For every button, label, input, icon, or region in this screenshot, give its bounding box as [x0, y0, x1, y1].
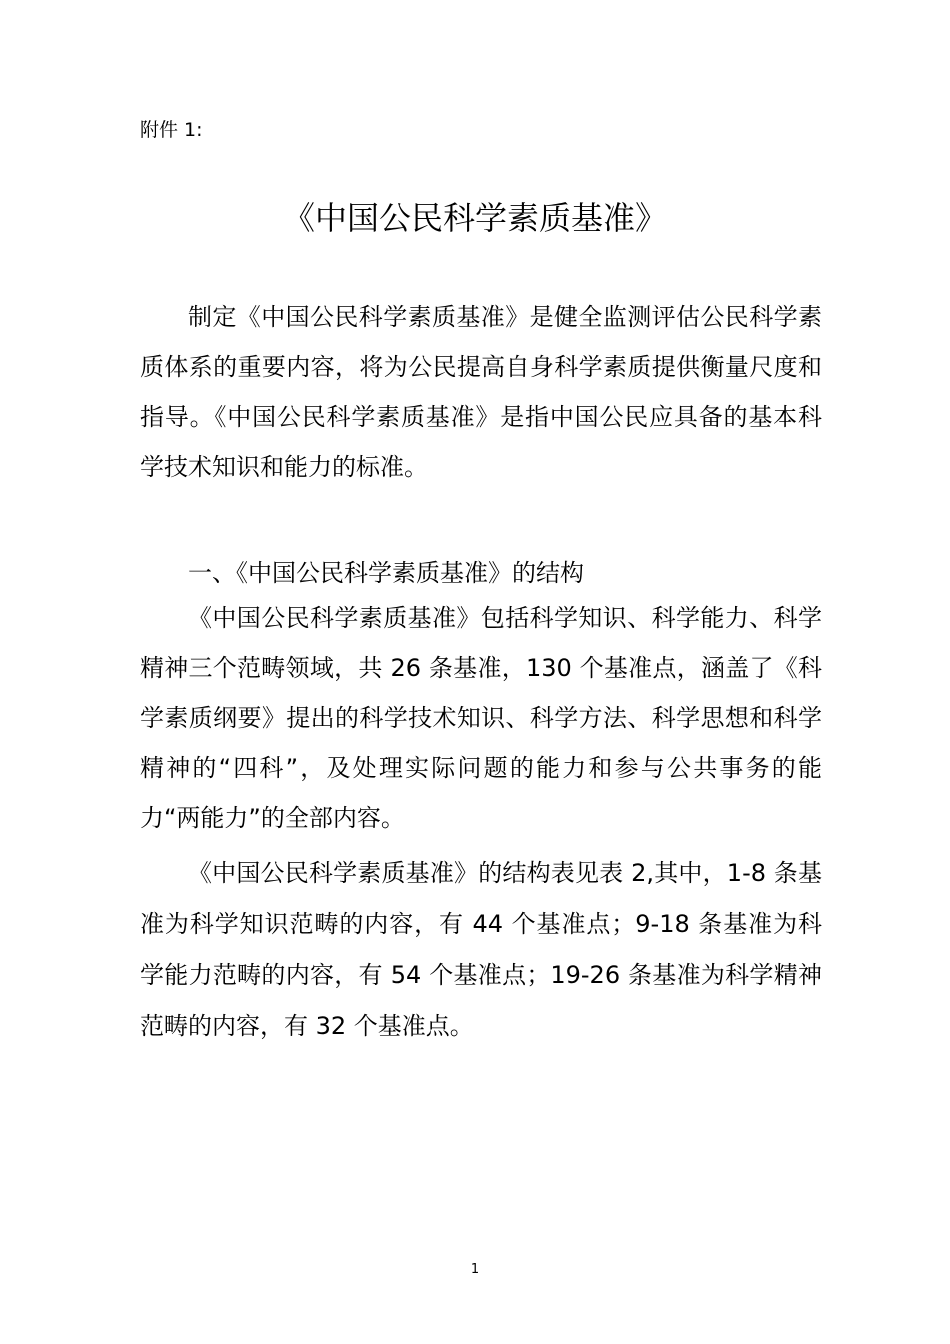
intro-paragraph: 制定《中国公民科学素质基准》是健全监测评估公民科学素质体系的重要内容，将为公民提高自身科学素质提供衡量尺度和指导。《中国公民科学素质基准》是指中国公民应具备的基本科学技术知识和能力的标准。	[140, 303, 822, 481]
document-title: 《中国公民科学素质基准》	[282, 199, 667, 237]
page-number: 1	[470, 1262, 480, 1277]
structure-table-paragraph: 《中国公民科学素质基准》的结构表见表 2,其中，1-8 条基准为科学知识范畴的内容，有 44 个基准点；9-18 条基准为科学能力范畴的内容，有 54 个基准点；19-26 条基准为科学精神范畴的内容，有 32 个基准点。	[140, 859, 822, 1040]
section-heading-structure: 一、《中国公民科学素质基准》的结构	[188, 559, 584, 587]
attachment-label: 附件 1:	[140, 119, 203, 141]
structure-paragraph: 《中国公民科学素质基准》包括科学知识、科学能力、科学精神三个范畴领域，共 26 条基准，130 个基准点，涵盖了《科学素质纲要》提出的科学技术知识、科学方法、科学思想和科学精神的“四科”，及处理实际问题的能力和参与公共事务的能力“两能力”的全部内容。	[140, 604, 822, 832]
